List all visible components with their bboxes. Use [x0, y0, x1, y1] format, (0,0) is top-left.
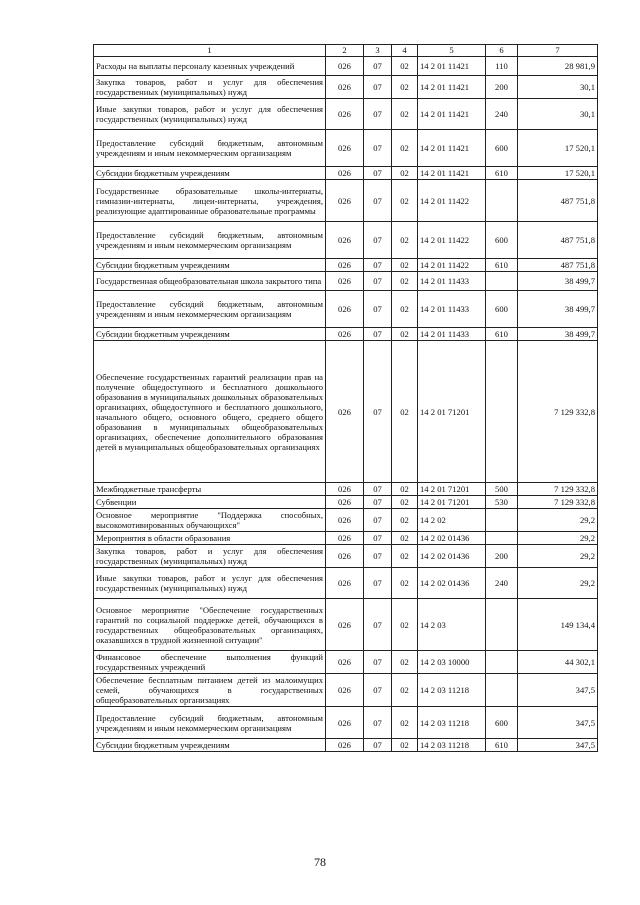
table-row [94, 130, 598, 167]
row-section-cell: 07 [364, 291, 392, 328]
row-subsection-cell: 02 [392, 483, 418, 496]
table-row [94, 167, 598, 180]
row-amount-cell: 347,5 [518, 707, 598, 739]
table-row [94, 532, 598, 545]
row-type-cell: 600 [486, 291, 518, 328]
row-type-cell: 600 [486, 130, 518, 167]
row-type-cell [486, 674, 518, 707]
row-name-cell: Обеспечение бесплатным питанием детей из малоимущих семей, обучающихся в государственных общеобразовательных организациях [94, 674, 326, 707]
table-row [94, 674, 598, 707]
header-cell: 5 [418, 45, 486, 57]
row-amount-cell: 38 499,7 [518, 272, 598, 291]
row-subsection-cell: 02 [392, 130, 418, 167]
row-name-cell: Мероприятия в области образования [94, 532, 326, 545]
row-subsection-cell: 02 [392, 180, 418, 222]
row-code-cell: 026 [326, 545, 364, 568]
row-amount-cell: 17 520,1 [518, 130, 598, 167]
row-amount-cell: 149 134,4 [518, 599, 598, 651]
row-target-cell: 14 2 01 11421 [418, 130, 486, 167]
table-row [94, 328, 598, 341]
row-subsection-cell: 02 [392, 99, 418, 130]
header-cell: 3 [364, 45, 392, 57]
row-section-cell: 07 [364, 568, 392, 599]
row-code-cell: 026 [326, 496, 364, 509]
row-type-cell: 610 [486, 739, 518, 752]
row-code-cell: 026 [326, 99, 364, 130]
row-name-cell: Финансовое обеспечение выполнения функций государственных учреждений [94, 651, 326, 674]
row-code-cell: 026 [326, 167, 364, 180]
row-section-cell: 07 [364, 707, 392, 739]
header-cell: 1 [94, 45, 326, 57]
row-name-cell: Закупка товаров, работ и услуг для обеспечения государственных (муниципальных) нужд [94, 76, 326, 99]
row-subsection-cell: 02 [392, 545, 418, 568]
row-target-cell: 14 2 01 71201 [418, 483, 486, 496]
table-row [94, 57, 598, 76]
row-name-cell: Субвенции [94, 496, 326, 509]
row-subsection-cell: 02 [392, 291, 418, 328]
row-target-cell: 14 2 01 71201 [418, 341, 486, 483]
row-name-cell: Субсидии бюджетным учреждениям [94, 328, 326, 341]
row-subsection-cell: 02 [392, 568, 418, 599]
row-type-cell [486, 341, 518, 483]
row-target-cell: 14 2 01 11421 [418, 57, 486, 76]
header-cell: 6 [486, 45, 518, 57]
row-section-cell: 07 [364, 57, 392, 76]
row-code-cell: 026 [326, 532, 364, 545]
row-type-cell: 240 [486, 99, 518, 130]
row-subsection-cell: 02 [392, 674, 418, 707]
row-target-cell: 14 2 02 01436 [418, 568, 486, 599]
table-row [94, 259, 598, 272]
row-target-cell: 14 2 03 11218 [418, 674, 486, 707]
row-code-cell: 026 [326, 509, 364, 532]
row-subsection-cell: 02 [392, 328, 418, 341]
row-target-cell: 14 2 01 11421 [418, 76, 486, 99]
row-type-cell: 200 [486, 76, 518, 99]
row-name-cell: Субсидии бюджетным учреждениям [94, 739, 326, 752]
row-section-cell: 07 [364, 496, 392, 509]
row-code-cell: 026 [326, 222, 364, 259]
table-row [94, 599, 598, 651]
row-section-cell: 07 [364, 180, 392, 222]
row-name-cell: Основное мероприятие "Поддержка способных, высокомотивированных обучающихся" [94, 509, 326, 532]
row-name-cell: Государственная общеобразовательная школа закрытого типа [94, 272, 326, 291]
row-type-cell: 610 [486, 259, 518, 272]
row-amount-cell: 347,5 [518, 739, 598, 752]
row-code-cell: 026 [326, 272, 364, 291]
row-subsection-cell: 02 [392, 341, 418, 483]
row-amount-cell: 30,1 [518, 76, 598, 99]
row-amount-cell: 29,2 [518, 545, 598, 568]
row-section-cell: 07 [364, 532, 392, 545]
row-subsection-cell: 02 [392, 651, 418, 674]
row-section-cell: 07 [364, 509, 392, 532]
row-section-cell: 07 [364, 651, 392, 674]
row-name-cell: Предоставление субсидий бюджетным, автономным учреждениям и иным некоммерческим организациям [94, 222, 326, 259]
row-type-cell: 200 [486, 545, 518, 568]
row-subsection-cell: 02 [392, 259, 418, 272]
row-name-cell: Предоставление субсидий бюджетным, автономным учреждениям и иным некоммерческим организациям [94, 130, 326, 167]
table-row [94, 568, 598, 599]
row-target-cell: 14 2 01 11422 [418, 180, 486, 222]
header-cell: 7 [518, 45, 598, 57]
table-row [94, 483, 598, 496]
row-amount-cell: 7 129 332,8 [518, 496, 598, 509]
row-name-cell: Предоставление субсидий бюджетным, автономным учреждениям и иным некоммерческим организациям [94, 291, 326, 328]
row-code-cell: 026 [326, 707, 364, 739]
row-amount-cell: 38 499,7 [518, 328, 598, 341]
row-target-cell: 14 2 01 11421 [418, 99, 486, 130]
row-subsection-cell: 02 [392, 272, 418, 291]
row-type-cell [486, 509, 518, 532]
row-section-cell: 07 [364, 99, 392, 130]
row-code-cell: 026 [326, 180, 364, 222]
row-target-cell: 14 2 01 11433 [418, 328, 486, 341]
row-type-cell [486, 180, 518, 222]
table-row [94, 651, 598, 674]
row-target-cell: 14 2 03 11218 [418, 707, 486, 739]
row-section-cell: 07 [364, 272, 392, 291]
row-section-cell: 07 [364, 483, 392, 496]
row-target-cell: 14 2 02 01436 [418, 545, 486, 568]
table-row [94, 545, 598, 568]
row-subsection-cell: 02 [392, 599, 418, 651]
table-row [94, 509, 598, 532]
table-row [94, 76, 598, 99]
row-name-cell: Субсидии бюджетным учреждениям [94, 167, 326, 180]
row-section-cell: 07 [364, 167, 392, 180]
row-target-cell: 14 2 01 11422 [418, 259, 486, 272]
row-code-cell: 026 [326, 130, 364, 167]
row-target-cell: 14 2 01 11433 [418, 272, 486, 291]
page-number: 78 [314, 855, 326, 869]
row-target-cell: 14 2 01 71201 [418, 496, 486, 509]
row-type-cell: 110 [486, 57, 518, 76]
row-subsection-cell: 02 [392, 532, 418, 545]
row-target-cell: 14 2 02 01436 [418, 532, 486, 545]
row-section-cell: 07 [364, 76, 392, 99]
row-subsection-cell: 02 [392, 76, 418, 99]
row-section-cell: 07 [364, 259, 392, 272]
row-type-cell: 600 [486, 707, 518, 739]
row-code-cell: 026 [326, 259, 364, 272]
row-name-cell: Межбюджетные трансферты [94, 483, 326, 496]
row-amount-cell: 29,2 [518, 509, 598, 532]
row-code-cell: 026 [326, 674, 364, 707]
table-row [94, 222, 598, 259]
row-amount-cell: 487 751,8 [518, 222, 598, 259]
table-row [94, 707, 598, 739]
row-target-cell: 14 2 02 [418, 509, 486, 532]
row-amount-cell: 29,2 [518, 532, 598, 545]
row-type-cell [486, 272, 518, 291]
row-name-cell: Закупка товаров, работ и услуг для обеспечения государственных (муниципальных) нужд [94, 545, 326, 568]
row-amount-cell: 7 129 332,8 [518, 341, 598, 483]
row-type-cell [486, 532, 518, 545]
row-target-cell: 14 2 01 11433 [418, 291, 486, 328]
row-section-cell: 07 [364, 222, 392, 259]
row-amount-cell: 487 751,8 [518, 259, 598, 272]
row-target-cell: 14 2 01 11422 [418, 222, 486, 259]
row-section-cell: 07 [364, 328, 392, 341]
row-code-cell: 026 [326, 76, 364, 99]
table-row [94, 272, 598, 291]
row-amount-cell: 28 981,9 [518, 57, 598, 76]
header-cell: 4 [392, 45, 418, 57]
row-name-cell: Субсидии бюджетным учреждениям [94, 259, 326, 272]
row-target-cell: 14 2 03 [418, 599, 486, 651]
row-type-cell: 610 [486, 328, 518, 341]
row-amount-cell: 38 499,7 [518, 291, 598, 328]
table-row [94, 739, 598, 752]
row-subsection-cell: 02 [392, 167, 418, 180]
row-section-cell: 07 [364, 545, 392, 568]
row-subsection-cell: 02 [392, 496, 418, 509]
row-code-cell: 026 [326, 57, 364, 76]
table-row [94, 99, 598, 130]
row-code-cell: 026 [326, 651, 364, 674]
row-code-cell: 026 [326, 599, 364, 651]
budget-table [93, 44, 598, 752]
row-subsection-cell: 02 [392, 509, 418, 532]
row-name-cell: Обеспечение государственных гарантий реализации прав на получение общедоступного и бесплатного дошкольного образования в муниципальных дошкольных образовательных организациях, общедоступного и бесплатного дошкольного, начального общего, основного общего, среднего общего образования в муниципальных общеобразовательных организациях, обеспечение дополнительного образования детей в муниципальных общеобразовательных организациях [94, 341, 326, 483]
row-code-cell: 026 [326, 568, 364, 599]
row-subsection-cell: 02 [392, 222, 418, 259]
row-type-cell: 530 [486, 496, 518, 509]
row-code-cell: 026 [326, 328, 364, 341]
row-name-cell: Иные закупки товаров, работ и услуг для обеспечения государственных (муниципальных) нужд [94, 568, 326, 599]
row-target-cell: 14 2 03 11218 [418, 739, 486, 752]
header-cell: 2 [326, 45, 364, 57]
row-type-cell: 500 [486, 483, 518, 496]
row-section-cell: 07 [364, 674, 392, 707]
table-row [94, 291, 598, 328]
row-name-cell: Расходы на выплаты персоналу казенных учреждений [94, 57, 326, 76]
row-subsection-cell: 02 [392, 707, 418, 739]
row-type-cell: 240 [486, 568, 518, 599]
row-code-cell: 026 [326, 291, 364, 328]
row-code-cell: 026 [326, 483, 364, 496]
row-type-cell: 610 [486, 167, 518, 180]
row-amount-cell: 487 751,8 [518, 180, 598, 222]
row-name-cell: Иные закупки товаров, работ и услуг для обеспечения государственных (муниципальных) нужд [94, 99, 326, 130]
row-type-cell [486, 651, 518, 674]
row-section-cell: 07 [364, 130, 392, 167]
row-type-cell: 600 [486, 222, 518, 259]
row-amount-cell: 347,5 [518, 674, 598, 707]
row-section-cell: 07 [364, 739, 392, 752]
row-amount-cell: 29,2 [518, 568, 598, 599]
row-type-cell [486, 599, 518, 651]
table-row [94, 180, 598, 222]
row-subsection-cell: 02 [392, 57, 418, 76]
table-row [94, 496, 598, 509]
row-code-cell: 026 [326, 739, 364, 752]
row-section-cell: 07 [364, 341, 392, 483]
row-name-cell: Предоставление субсидий бюджетным, автономным учреждениям и иным некоммерческим организациям [94, 707, 326, 739]
row-section-cell: 07 [364, 599, 392, 651]
row-subsection-cell: 02 [392, 739, 418, 752]
row-amount-cell: 30,1 [518, 99, 598, 130]
row-target-cell: 14 2 01 11421 [418, 167, 486, 180]
row-name-cell: Государственные образовательные школы-интернаты, гимназии-интернаты, лицеи-интернаты, учреждения, реализующие адаптированные образовательные программы [94, 180, 326, 222]
table-row [94, 341, 598, 483]
row-code-cell: 026 [326, 341, 364, 483]
row-amount-cell: 17 520,1 [518, 167, 598, 180]
row-name-cell: Основное мероприятие "Обеспечение государственных гарантий по социальной поддержке детей, обучающихся в государственных общеобразовательных организациях, оказавшихся в трудной жизненной ситуации" [94, 599, 326, 651]
row-amount-cell: 44 302,1 [518, 651, 598, 674]
table-header-row [94, 45, 598, 57]
row-amount-cell: 7 129 332,8 [518, 483, 598, 496]
table-body [94, 45, 598, 752]
row-target-cell: 14 2 03 10000 [418, 651, 486, 674]
